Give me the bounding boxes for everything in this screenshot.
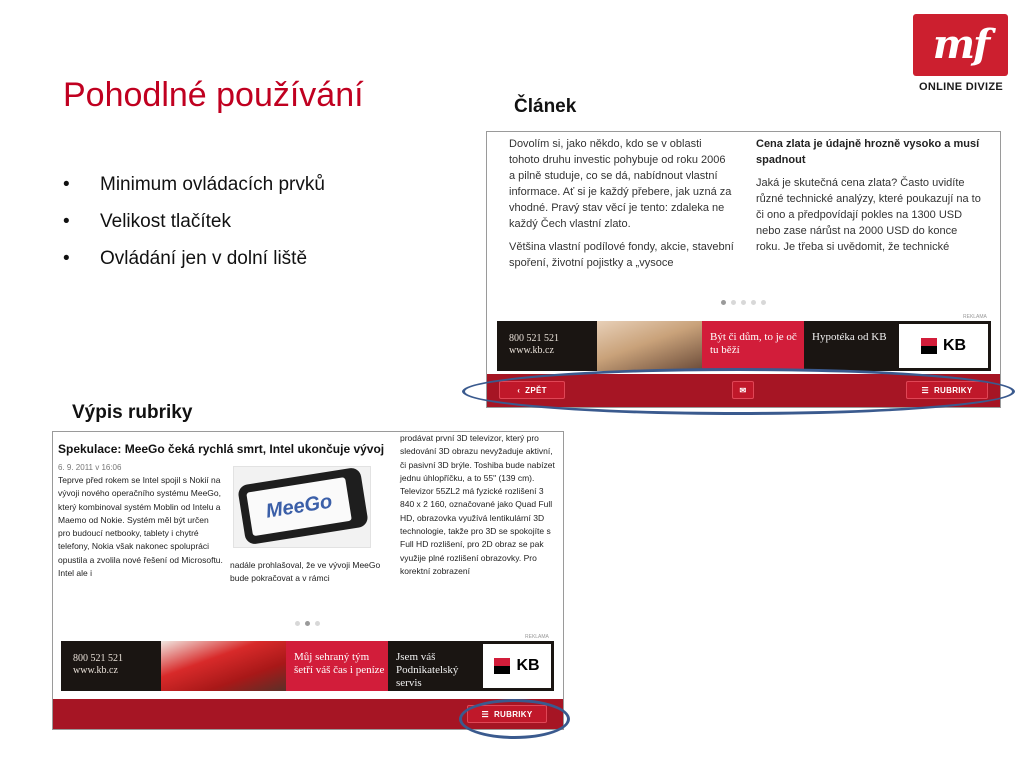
ad-brand-name: KB [942, 337, 967, 354]
slide-title: Pohodlné používání [63, 76, 364, 114]
back-label: ZPĚT [525, 385, 547, 395]
ad-photo [161, 641, 286, 691]
ad-brand [483, 644, 551, 688]
article-text [509, 136, 981, 278]
envelope-icon: ✉ [739, 385, 747, 395]
ad-web: www.kb.cz [509, 345, 554, 356]
ad-slogan: Můj sehraný tým šetří váš čas i peníze [286, 641, 388, 691]
article-paragraph: Jaká je skutečná cena zlata? Často uvidíte různé technické analýzy, které poukazují na to či ono a předpovídají pokles na 1300 USD nebo zase nárůst na 2000 USD do konce roku. Je třeba si uvědomit, že technické [756, 177, 981, 253]
article-column-right [756, 136, 981, 278]
list-icon: ☰ [481, 709, 489, 719]
article-perex: Teprve před rokem se Intel spojil s Nokií na vývoji nového operačního systému MeeGo, který kombinoval systém Moblin od Intelu a Maemo od Nokie. Systém měl být určen pro budoucí netbooky, tablety i chytré telefony, Nokia však nakonec spolupráci opustila a zvolila nové řešení od Microsoftu. Intel ale i [58, 475, 223, 579]
logo-mark: mf [913, 14, 1008, 76]
page-indicator[interactable] [295, 621, 320, 626]
article-date: 6. 9. 2011 v 16:06 [58, 463, 122, 472]
article-column-left [509, 136, 734, 278]
page-dot[interactable] [751, 300, 756, 305]
bullet-item: • Minimum ovládacích prvků [63, 166, 325, 203]
bullet-list [63, 166, 325, 277]
ad-photo [597, 321, 702, 371]
page-dot[interactable] [721, 300, 726, 305]
bullet-item: • Velikost tlačítek [63, 203, 325, 240]
kb-logo-icon [494, 658, 510, 674]
ad-product: Jsem váš Podnikatelský servis [396, 651, 459, 689]
rubriky-label: RUBRIKY [493, 709, 533, 719]
page-dot[interactable] [731, 300, 736, 305]
article-screenshot [486, 131, 1001, 408]
chevron-left-icon: ‹ [517, 385, 521, 395]
page-dot[interactable] [315, 621, 320, 626]
page-indicator[interactable] [721, 300, 766, 305]
ad-contact [61, 641, 161, 691]
article-image[interactable] [233, 466, 371, 548]
page-dot[interactable] [305, 621, 310, 626]
article-headline[interactable]: Spekulace: MeeGo čeká rychlá smrt, Intel ukončuje vývoj [58, 442, 385, 456]
list-screenshot [52, 431, 564, 730]
ad-label: REKLAMA [963, 314, 987, 320]
kb-logo-icon [921, 338, 937, 354]
meego-logo: MeeGo [246, 477, 352, 536]
ad-phone-number: 800 521 521 [73, 653, 123, 664]
caption-list: Výpis rubriky [72, 402, 193, 423]
article-text-right: prodávat první 3D televizor, který pro sledování 3D obrazu nevyžaduje aktivní, či pasivní 3D brýle. Toshiba bude nabízet jednu úhlopříčku, a to 55" (139 cm). Televizor 55ZL2 má fyzické rozlišení 3 840 x 2 160, označované jako Quad Full HD, obrazovka využívá lentikulární 3D technologie, takže pro 3D se spokojíte s Full HD rozlišení, pro 2D obraz se pak využije plné rozlišení obrazovky. Pro korektní zobrazení [400, 433, 555, 576]
ad-slogan: Být či dům, to je oč tu běží [702, 321, 804, 371]
logo-text: ONLINE DIVIZE [919, 81, 1003, 93]
bullet-item: • Ovládání jen v dolní liště [63, 240, 325, 277]
phone-device [237, 467, 369, 546]
brand-logo [913, 14, 1009, 93]
ad-label: REKLAMA [525, 634, 549, 640]
article-subheading: Cena zlata je údajně hrozně vysoko a musí spadnout [756, 138, 980, 166]
article-paragraph: Většina vlastní podílové fondy, akcie, stavební spoření, životní pojistky a „vysoce [509, 241, 734, 269]
caption-article: Článek [514, 96, 577, 117]
page-dot[interactable] [295, 621, 300, 626]
page-dot[interactable] [741, 300, 746, 305]
ad-banner[interactable] [497, 321, 991, 371]
ad-brand-name: KB [516, 657, 540, 674]
ad-banner[interactable] [61, 641, 554, 691]
rubriky-label: RUBRIKY [933, 385, 973, 395]
article-text: nadále prohlašoval, že ve vývoji MeeGo bude pokračovat a v rámci [230, 560, 381, 584]
ad-brand [899, 324, 988, 368]
highlight-oval-rubriky [459, 699, 570, 739]
list-icon: ☰ [921, 385, 929, 395]
highlight-oval-article-toolbar [462, 368, 1015, 415]
page-dot[interactable] [761, 300, 766, 305]
ad-web: www.kb.cz [73, 665, 118, 676]
ad-product: Hypotéka od KB [812, 331, 887, 343]
ad-phone-number: 800 521 521 [509, 333, 559, 344]
article-paragraph: Dovolím si, jako někdo, kdo se v oblasti tohoto druhu investic pohybuje od roku 2006 a pilně studuje, co se dá, nabídnout vlastní informace. Ať si je každý přebere, jak uzná za vhodné. Pravý stav věcí je tento: zdaleka ne každý Čech vlastní zlato. [509, 138, 732, 230]
ad-contact [497, 321, 597, 371]
